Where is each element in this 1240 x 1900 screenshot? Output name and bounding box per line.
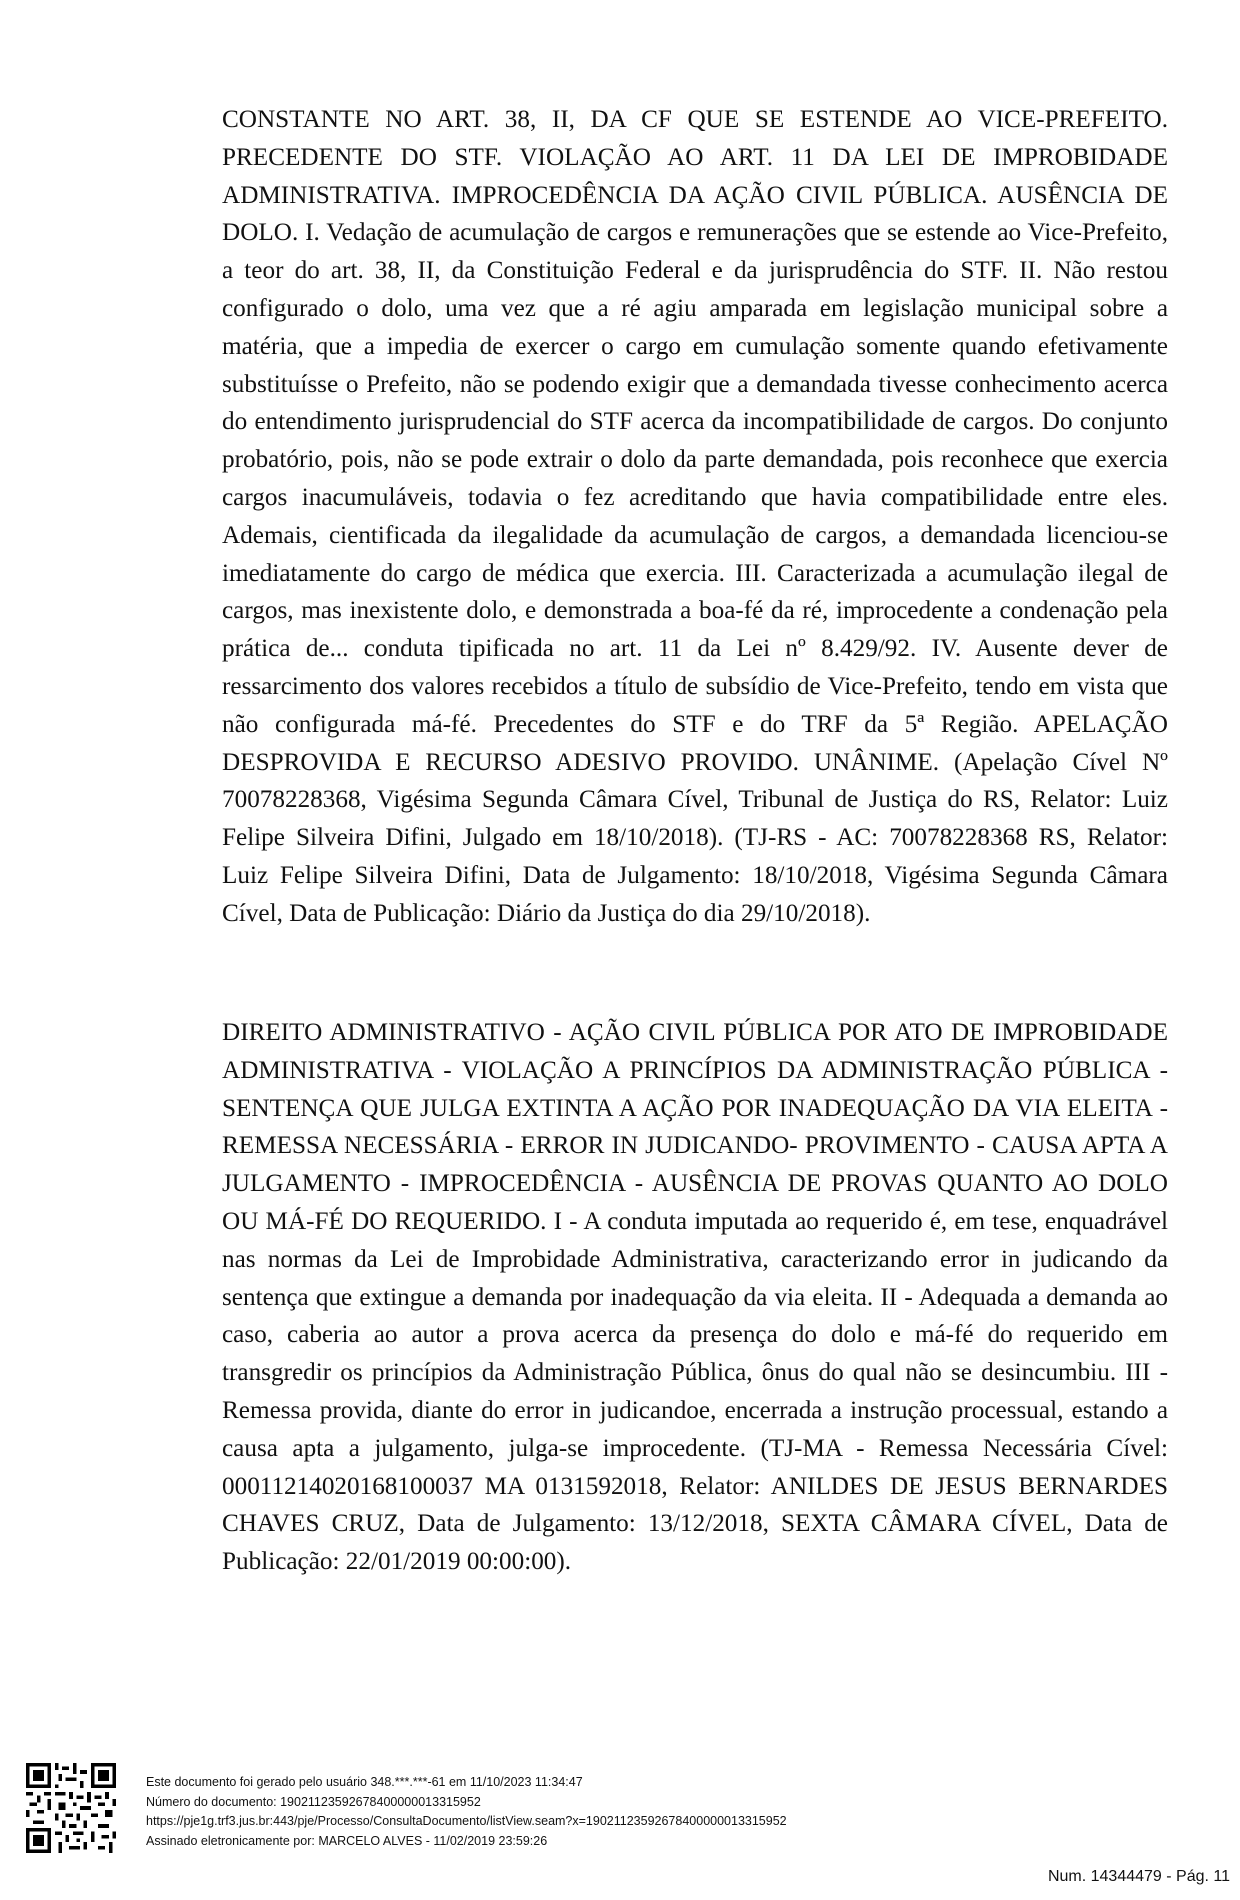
document-footer: [146, 1773, 787, 1851]
footer-document-number: Número do documento: 19021123592678400000013315952: [146, 1794, 481, 1809]
footer-signature: Assinado eletronicamente por: MARCELO ALVES - 11/02/2019 23:59:26: [146, 1833, 548, 1848]
body-paragraph-1: CONSTANTE NO ART. 38, II, DA CF QUE SE ESTENDE AO VICE-PREFEITO. PRECEDENTE DO STF. VIOLAÇÃO AO ART. 11 DA LEI DE IMPROBIDADE ADMINISTRATIVA. IMPROCEDÊNCIA DA AÇÃO CIVIL PÚBLICA. AUSÊNCIA DE DOLO. I. Vedação de acumulação de cargos e remunerações que se estende ao Vice-Prefeito, a teor do art. 38, II, da Constituição Federal e da jurisprudência do STF. II. Não restou configurado o dolo, uma vez que a ré agiu amparada em legislação municipal sobre a matéria, que a impedia de exercer o cargo em cumulação somente quando efetivamente substituísse o Prefeito, não se podendo exigir que a demandada tivesse conhecimento acerca do entendimento jurisprudencial do STF acerca da incompatibilidade de cargos. Do conjunto probatório, pois, não se pode extrair o dolo da parte demandada, pois reconhece que exercia cargos inacumuláveis, todavia o fez acreditando que havia compatibilidade entre eles. Ademais, cientificada da ilegalidade da acumulação de cargos, a demandada licenciou-se imediatamente do cargo de médica que exercia. III. Caracterizada a acumulação ilegal de cargos, mas inexistente dolo, e demonstrada a boa-fé da ré, improcedente a condenação pela prática de... conduta tipificada no art. 11 da Lei nº 8.429/92. IV. Ausente dever de ressarcimento dos valores recebidos a título de subsídio de Vice-Prefeito, tendo em vista que não configurada má-fé. Precedentes do STF e do TRF da 5ª Região. APELAÇÃO DESPROVIDA E RECURSO ADESIVO PROVIDO. UNÂNIME. (Apelação Cível Nº 70078228368, Vigésima Segunda Câmara Cível, Tribunal de Justiça do RS, Relator: Luiz Felipe Silveira Difini, Julgado em 18/10/2018). (TJ-RS - AC: 70078228368 RS, Relator: Luiz Felipe Silveira Difini, Data de Julgamento: 18/10/2018, Vigésima Segunda Câmara Cível, Data de Publicação: Diário da Justiça do dia 29/10/2018).: [222, 106, 1168, 927]
footer-document-url[interactable]: https://pje1g.trf3.jus.br:443/pje/Processo/ConsultaDocumento/listView.seam?x=19021123592678400000013315952: [146, 1814, 787, 1829]
footer-generated-by: Este documento foi gerado pelo usuário 348.***.***-61 em 11/10/2023 11:34:47: [146, 1775, 583, 1789]
qr-code-icon: [26, 1763, 116, 1853]
body-paragraph-2: DIREITO ADMINISTRATIVO - AÇÃO CIVIL PÚBLICA POR ATO DE IMPROBIDADE ADMINISTRATIVA - VIOLAÇÃO A PRINCÍPIOS DA ADMINISTRAÇÃO PÚBLICA - SENTENÇA QUE JULGA EXTINTA A AÇÃO POR INADEQUAÇÃO DA VIA ELEITA - REMESSA NECESSÁRIA - ERROR IN JUDICANDO- PROVIMENTO - CAUSA APTA A JULGAMENTO - IMPROCEDÊNCIA - AUSÊNCIA DE PROVAS QUANTO AO DOLO OU MÁ-FÉ DO REQUERIDO. I - A conduta imputada ao requerido é, em tese, enquadrável nas normas da Lei de Improbidade Administrativa, caracterizando error in judicando da sentença que extingue a demanda por inadequação da via eleita. II - Adequada a demanda ao caso, caberia ao autor a prova acerca da presença do dolo e má-fé do requerido em transgredir os princípios da Administração Pública, ônus do qual não se desincumbiu. III - Remessa provida, diante do error in judicandoe, encerrada a instrução processual, estando a causa apta a julgamento, julga-se improcedente. (TJ-MA - Remessa Necessária Cível: 00011214020168100037 MA 0131592018, Relator: ANILDES DE JESUS BERNARDES CHAVES CRUZ, Data de Julgamento: 13/12/2018, SEXTA CÂMARA CÍVEL, Data de Publicação: 22/01/2019 00:00:00).: [222, 1019, 1168, 1576]
page-number: Num. 14344479 - Pág. 11: [1047, 1868, 1230, 1885]
